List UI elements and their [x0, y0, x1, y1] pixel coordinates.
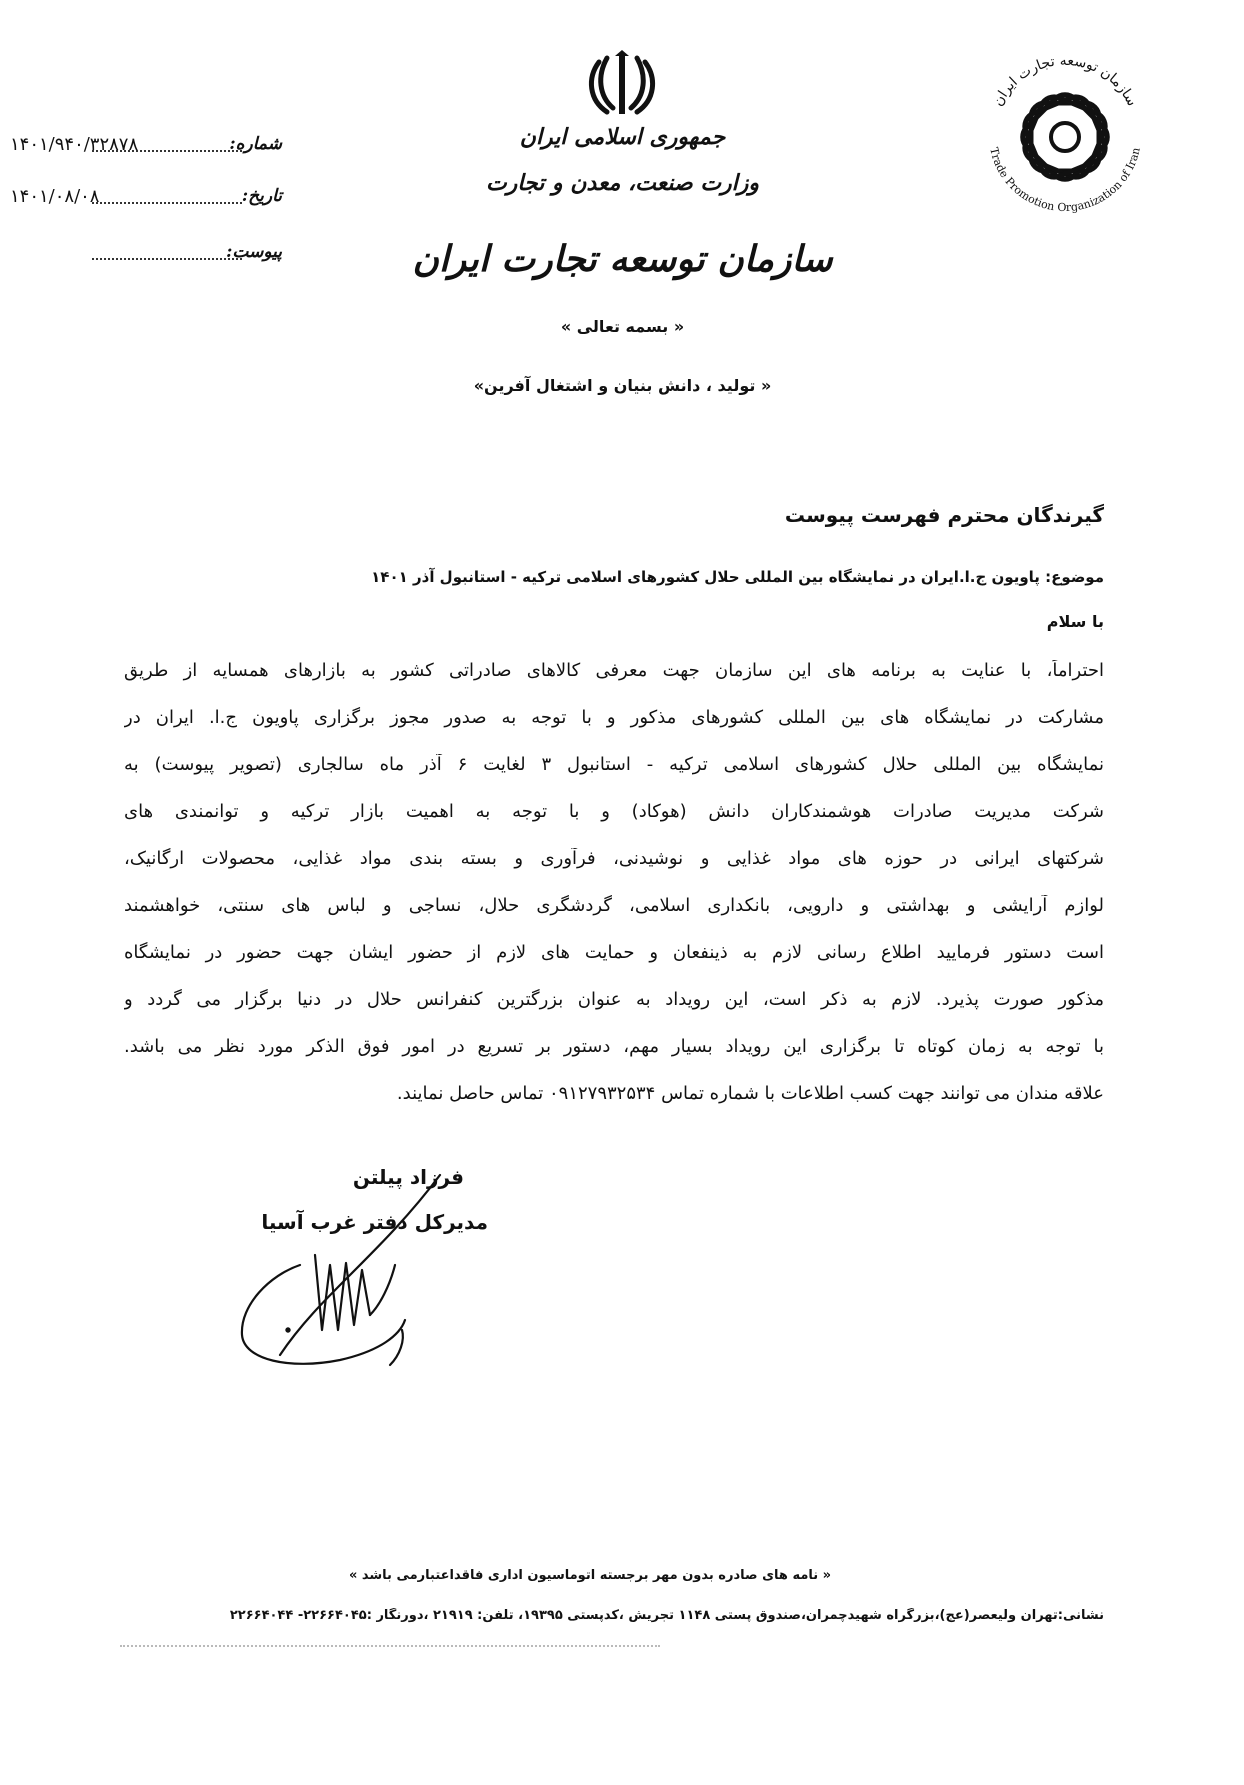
letter-recipients: گیرندگان محترم فهرست پیوست: [784, 503, 1104, 527]
letter-number-label: شماره:: [229, 134, 282, 154]
signatory-title: مدیرکل دفتر غرب آسیا: [261, 1210, 488, 1234]
body-line: لوازم آرایشی و بهداشتی و دارویی، بانکداری اسلامی، گردشگری حلال، نساجی و لباس های سنتی، خواهشمند: [124, 895, 1104, 916]
letter-date-label: تاریخ:: [241, 186, 282, 206]
letter-number-row: [0, 130, 290, 164]
tpo-logo-icon: [975, 45, 1155, 225]
body-line: مذکور صورت پذیرد. لازم به ذکر است، این رویداد به عنوان بزرگترین کنفرانس حلال در دنیا برگزار می گردد و: [124, 989, 1104, 1010]
body-line: مشارکت در نمایشگاه های بین المللی کشورهای مذکور و با توجه به صدور مجوز برگزاری پاویون ج.ا. ایران در: [124, 707, 1104, 728]
header-basmala: « بسمه تعالی »: [560, 317, 685, 336]
letter-attachment-row: [0, 238, 290, 272]
body-line: علاقه مندان می توانند جهت کسب اطلاعات با شماره تماس ۰۹۱۲۷۹۳۲۵۳۴ تماس حاصل نمایند.: [396, 1083, 1104, 1104]
footer-divider: [120, 1645, 660, 1657]
body-line: است دستور فرمایید اطلاع رسانی لازم به ذینفعان و حمایت های لازم از حضور ایشان جهت حضور در نمایشگاه: [124, 942, 1104, 963]
letter-date-row: [0, 182, 290, 216]
body-line: نمایشگاه بین المللی حلال کشورهای اسلامی ترکیه - استانبول ۳ لغایت ۶ آذر ماه سالجاری (تصویر پیوست) به: [124, 754, 1104, 775]
header-organization: سازمان توسعه تجارت ایران: [412, 238, 833, 280]
footer-address: نشانی:تهران ولیعصر(عج)،بزرگراه شهیدچمران،صندوق پستی ۱۱۴۸ تجریش ،کدپستی ۱۹۳۹۵، تلفن: ۲۱۹۱۹ ،دورنگار :۲۲۶۶۴۰۴۵- ۲۲۶۶۴۰۴۴: [229, 1608, 1104, 1623]
footer-validity-note: « نامه های صادره بدون مهر برجسته اتوماسیون اداری فاقداعتبارمی باشد »: [348, 1568, 832, 1583]
dotted-line: [92, 202, 242, 204]
letter-subject: موضوع: پاویون ج.ا.ایران در نمایشگاه بین المللی حلال کشورهای اسلامی ترکیه - استانبول آذر ۱۴۰۱: [371, 568, 1104, 586]
header-motto: « تولید ، دانش بنیان و اشتغال آفرین»: [473, 376, 772, 395]
body-line: احتراماً، با عنایت به برنامه های این سازمان جهت معرفی کالاهای صادراتی کشور به بازارهای همسایه از طریق: [124, 660, 1104, 681]
header-ministry: وزارت صنعت، معدن و تجارت: [485, 170, 760, 196]
letter-number-value: ۱۴۰۱/۹۴۰/۳۲۸۷۸: [10, 134, 139, 155]
body-line: شرکتهای ایرانی در حوزه های مواد غذایی و نوشیدنی، فرآوری و بسته بندی مواد غذایی، محصولات ارگانیک،: [124, 848, 1104, 869]
iran-emblem-icon: [585, 48, 659, 122]
handwritten-signature-icon: [230, 1155, 530, 1385]
logo-ring-text-fa: سازمان توسعه تجارت ایران: [989, 52, 1140, 109]
body-line: شرکت مدیریت صادرات هوشمندکاران دانش (هوکاد) و با توجه به اهمیت بازار ترکیه و توانمندی های: [124, 801, 1104, 822]
dotted-line: [92, 258, 242, 260]
letter-attachment-label: پیوست:: [226, 242, 282, 262]
header-country: جمهوری اسلامی ایران: [519, 124, 726, 150]
letter-greeting: با سلام: [1046, 612, 1104, 631]
letter-date-value: ۱۴۰۱/۰۸/۰۸: [10, 186, 100, 207]
logo-ring-text-en: Trade Promotion Organization of Iran: [987, 146, 1143, 215]
body-line: با توجه به زمان کوتاه تا برگزاری این رویداد بسیار مهم، دستور بر تسریع در امور فوق الذکر مورد نظر می باشد.: [124, 1036, 1104, 1057]
signatory-name: فرزاد پیلتن: [352, 1165, 464, 1189]
